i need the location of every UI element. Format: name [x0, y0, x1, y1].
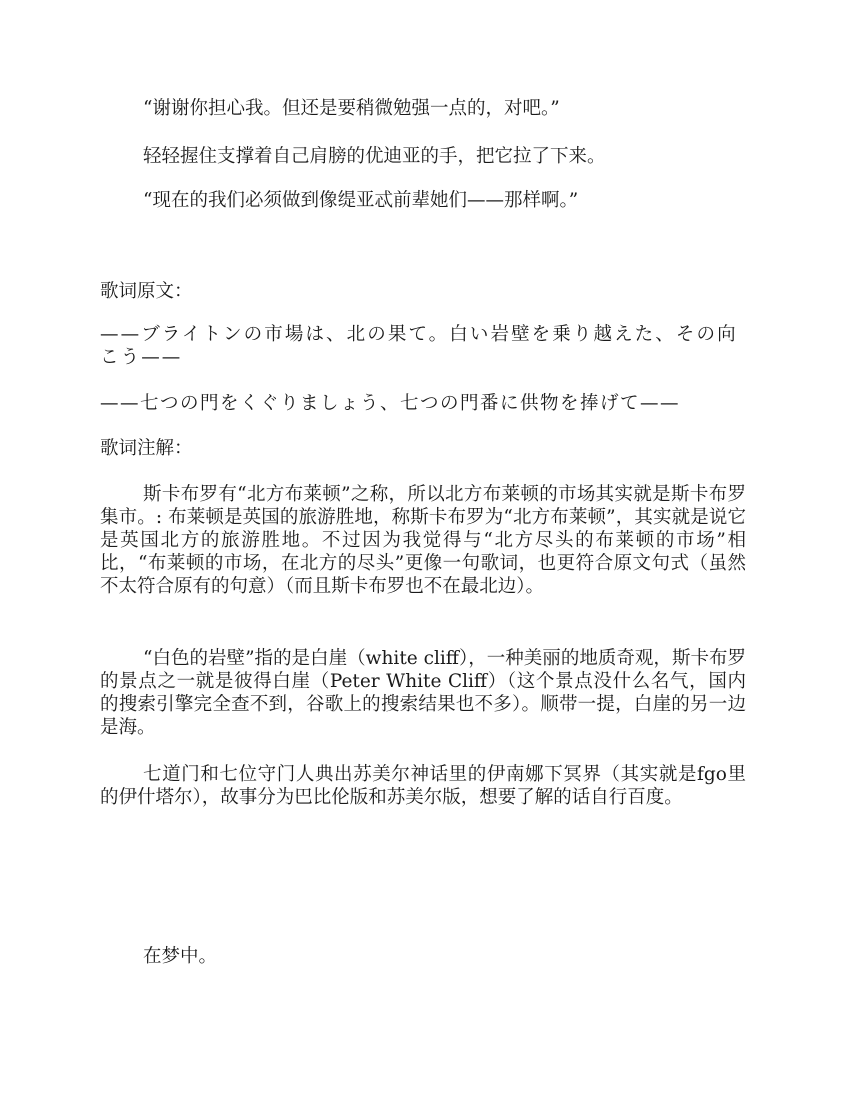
story-paragraph-3: “现在的我们必须做到像缇亚忒前辈她们——那样啊。” — [143, 190, 579, 211]
closing-paragraph: 在梦中。 — [143, 946, 218, 967]
note-paragraph-1: 斯卡布罗有“北方布莱顿”之称，所以北方布莱顿的市场其实就是斯卡布罗集市。: 布莱顿是英国的旅游胜地，称斯卡布罗为“北方布莱顿”，其实就是说它是英国北方的旅游胜地。不过因为我觉得与“北方尽头的布莱顿的市场”相比，“布莱顿的市场，在北方的尽头”更像一句歌词，也更符合原文句式（虽然不太符合原有的句意）（而且斯卡布罗也不在最北边）。 — [100, 484, 746, 597]
story-paragraph-1: “谢谢你担心我。但还是要稍微勉强一点的，对吧。” — [143, 98, 560, 119]
note-paragraph-3: 七道门和七位守门人典出苏美尔神话里的伊南娜下冥界（其实就是fgo里的伊什塔尔），故事分为巴比伦版和苏美尔版，想要了解的话自行百度。 — [100, 764, 746, 808]
note-paragraph-2: “白色的岩壁”指的是白崖（white cliff），一种美丽的地质奇观，斯卡布罗的景点之一就是彼得白崖（Peter White Cliff）（这个景点没什么名气，国内的搜索引擎完全查不到，谷歌上的搜索结果也不多）。顺带一提，白崖的另一边是海。 — [100, 648, 746, 738]
lyrics-line-1: ——ブライトンの市場は、北の果て。白い岩壁を乗り越えた、その向こう—— — [100, 324, 738, 368]
notes-heading: 歌词注解： — [100, 438, 193, 459]
lyrics-heading: 歌词原文： — [100, 281, 193, 302]
story-paragraph-2: 轻轻握住支撑着自己肩膀的优迪亚的手，把它拉了下来。 — [143, 146, 606, 167]
lyrics-line-2: ——七つの門をくぐりましょう、七つの門番に供物を捧げて—— — [100, 393, 681, 414]
document-page — [100, 0, 746, 1100]
